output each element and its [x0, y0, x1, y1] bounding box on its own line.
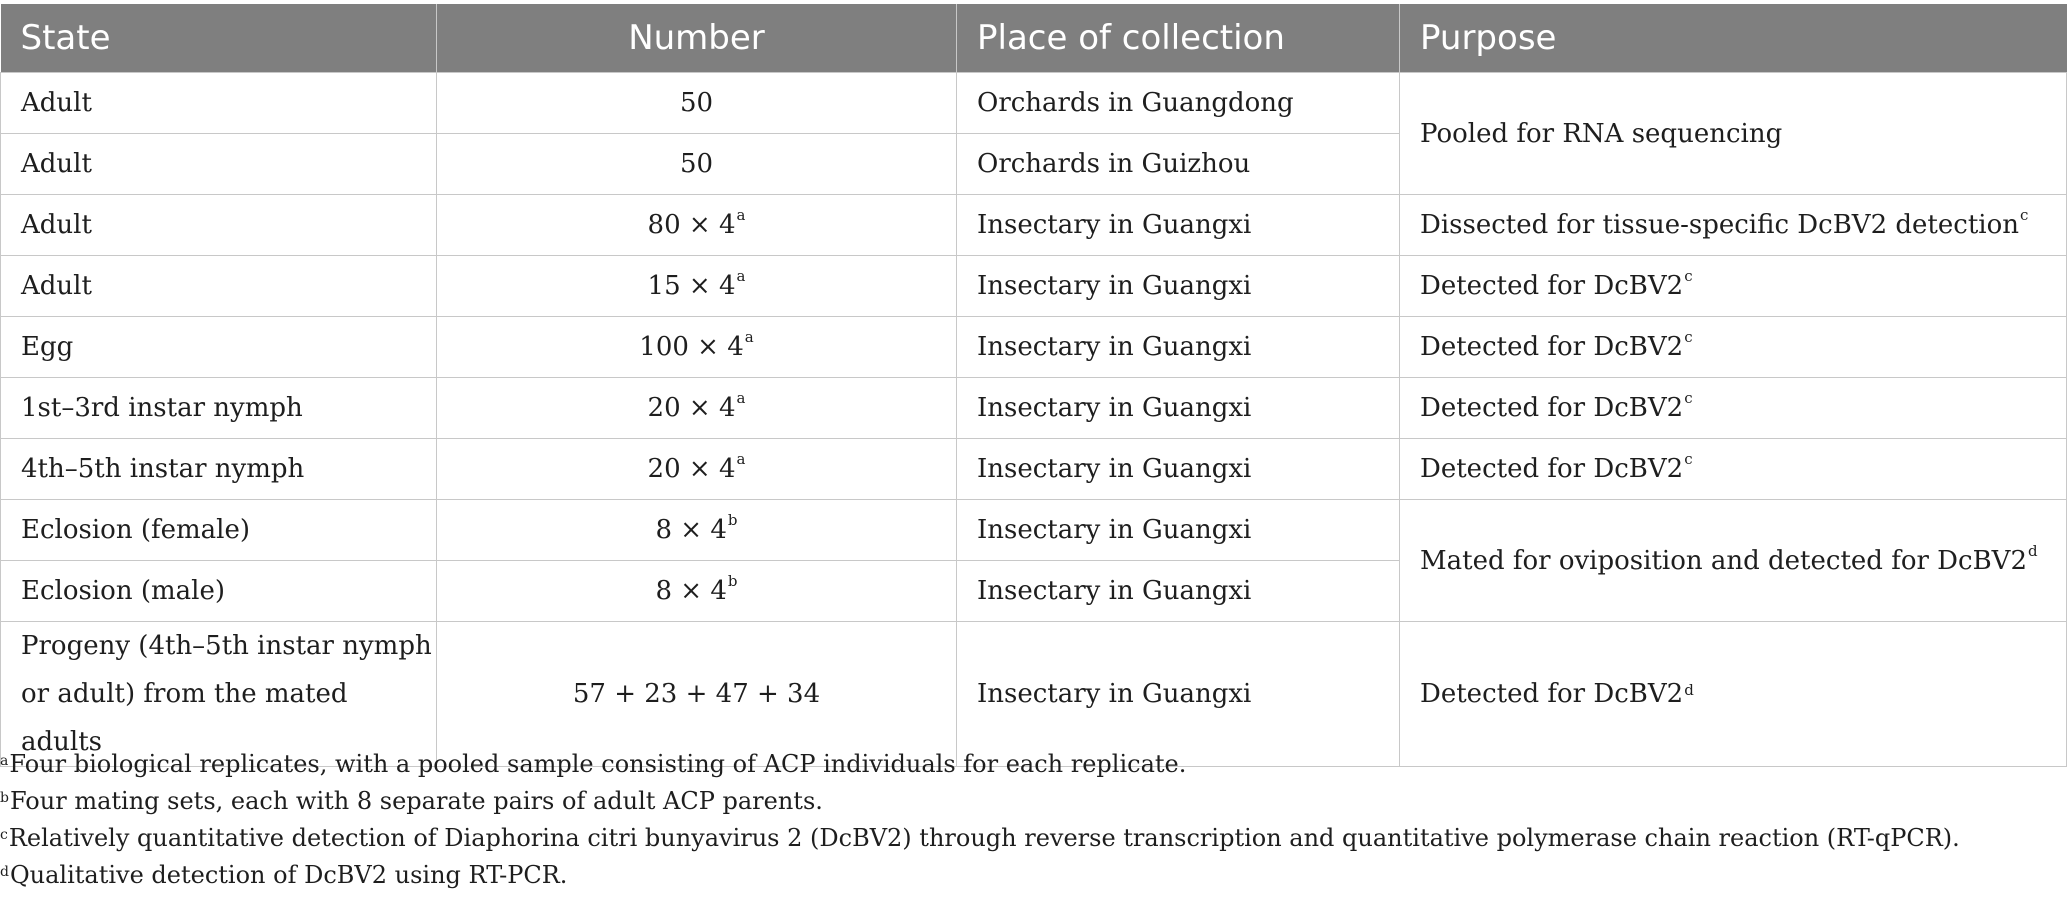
table-row — [1, 378, 2067, 439]
cell-state: Adult — [1, 256, 437, 317]
data-table-container — [0, 4, 2067, 767]
number-value: 57 + 23 + 47 + 34 — [572, 679, 821, 709]
number-value: 50 — [679, 149, 714, 179]
header-place-of-collection: Place of collection — [957, 4, 1400, 73]
table-row — [1, 439, 2067, 500]
cell-place: Insectary in Guangxi — [957, 622, 1400, 767]
cell-state — [1, 622, 437, 767]
footnote-text: Qualitative detection of DcBV2 using RT-PCR. — [9, 861, 568, 889]
cell-state: Adult — [1, 134, 437, 195]
cell-place: Insectary in Guangxi — [957, 317, 1400, 378]
cell-number — [437, 500, 957, 561]
purpose-value: Detected for DcBV2 — [1420, 332, 1684, 362]
footnote-marker: c — [1684, 267, 1693, 285]
footnote-marker: a — [736, 267, 746, 285]
table-row — [1, 195, 2067, 256]
cell-purpose — [1400, 439, 2067, 500]
table-body — [1, 73, 2067, 767]
cell-number — [437, 256, 957, 317]
footnote-marker: b — [727, 511, 738, 529]
cell-purpose — [1400, 317, 2067, 378]
cell-purpose — [1400, 256, 2067, 317]
number-value: 8 × 4 — [655, 576, 727, 606]
footnote-marker: d — [1684, 681, 1694, 699]
table-row — [1, 73, 2067, 134]
footnote-text: Four mating sets, each with 8 separate pairs of adult ACP parents. — [9, 787, 823, 815]
footnote-mark: d — [0, 864, 9, 880]
footnote-marker: a — [736, 206, 746, 224]
number-value: 50 — [679, 88, 714, 118]
footnote-text: Four biological replicates, with a pooled sample consisting of ACP individuals for each replicate. — [9, 750, 1187, 778]
cell-number — [437, 317, 957, 378]
footnote-marker: c — [1684, 328, 1693, 346]
header-row — [1, 4, 2067, 73]
number-value: 20 × 4 — [647, 454, 736, 484]
table-header — [1, 4, 2067, 73]
cell-state: Eclosion (female) — [1, 500, 437, 561]
purpose-value: Detected for DcBV2 — [1420, 271, 1684, 301]
cell-place: Orchards in Guizhou — [957, 134, 1400, 195]
footnote-marker: d — [2028, 541, 2038, 560]
footnote-marker: c — [2019, 206, 2029, 224]
cell-state: Eclosion (male) — [1, 561, 437, 622]
footnote-mark: c — [0, 827, 8, 843]
header-state: State — [1, 4, 437, 73]
cell-number — [437, 195, 957, 256]
footnote-marker: c — [1684, 389, 1693, 407]
purpose-value: Pooled for RNA sequencing — [1420, 118, 1783, 149]
header-number: Number — [437, 4, 957, 73]
footnote-marker: a — [736, 450, 746, 468]
cell-purpose — [1400, 378, 2067, 439]
cell-number — [437, 73, 957, 134]
footnote-mark: a — [0, 753, 9, 769]
footnote-d — [0, 857, 2060, 894]
footnote-marker: a — [744, 328, 754, 346]
cell-place: Insectary in Guangxi — [957, 256, 1400, 317]
number-value: 8 × 4 — [655, 515, 727, 545]
purpose-value: Mated for oviposition and detected for DcBV2 — [1420, 545, 2028, 576]
footnote-a — [0, 746, 2060, 783]
purpose-value: Detected for DcBV2 — [1420, 679, 1684, 709]
cell-purpose — [1400, 195, 2067, 256]
table-row — [1, 256, 2067, 317]
cell-number — [437, 134, 957, 195]
footnote-b — [0, 783, 2060, 820]
footnote-text: Relatively quantitative detection of Diaphorina citri bunyavirus 2 (DcBV2) through reverse transcription and quantitative polymerase chain reaction (RT-qPCR). — [8, 824, 1960, 852]
cell-place: Insectary in Guangxi — [957, 378, 1400, 439]
state-line-1: Progeny (4th–5th instar nymph — [21, 631, 432, 661]
cell-purpose — [1400, 500, 2067, 622]
data-table — [0, 4, 2067, 767]
cell-number — [437, 378, 957, 439]
cell-place: Orchards in Guangdong — [957, 73, 1400, 134]
cell-place: Insectary in Guangxi — [957, 195, 1400, 256]
purpose-value: Detected for DcBV2 — [1420, 454, 1684, 484]
purpose-value: Dissected for tissue-specific DcBV2 detection — [1420, 210, 2019, 240]
cell-number — [437, 622, 957, 767]
cell-purpose — [1400, 622, 2067, 767]
cell-state: Egg — [1, 317, 437, 378]
header-purpose: Purpose — [1400, 4, 2067, 73]
number-value: 80 × 4 — [647, 210, 736, 240]
number-value: 20 × 4 — [647, 393, 736, 423]
cell-place: Insectary in Guangxi — [957, 561, 1400, 622]
cell-state: 1st–3rd instar nymph — [1, 378, 437, 439]
cell-state: Adult — [1, 195, 437, 256]
number-value: 15 × 4 — [647, 271, 736, 301]
cell-state: 4th–5th instar nymph — [1, 439, 437, 500]
cell-number — [437, 439, 957, 500]
footnote-marker: b — [727, 572, 738, 590]
cell-number — [437, 561, 957, 622]
purpose-value: Detected for DcBV2 — [1420, 393, 1684, 423]
table-row — [1, 317, 2067, 378]
footnote-c — [0, 820, 2060, 857]
cell-place: Insectary in Guangxi — [957, 500, 1400, 561]
cell-purpose — [1400, 73, 2067, 195]
cell-place: Insectary in Guangxi — [957, 439, 1400, 500]
footnotes — [0, 746, 2060, 894]
footnote-marker: a — [736, 389, 746, 407]
footnote-mark: b — [0, 790, 9, 806]
cell-state: Adult — [1, 73, 437, 134]
number-value: 100 × 4 — [639, 332, 744, 362]
footnote-marker: c — [1684, 450, 1693, 468]
table-row — [1, 500, 2067, 561]
table-row — [1, 622, 2067, 767]
state-line-2: or adult) from the mated adults — [21, 679, 348, 757]
